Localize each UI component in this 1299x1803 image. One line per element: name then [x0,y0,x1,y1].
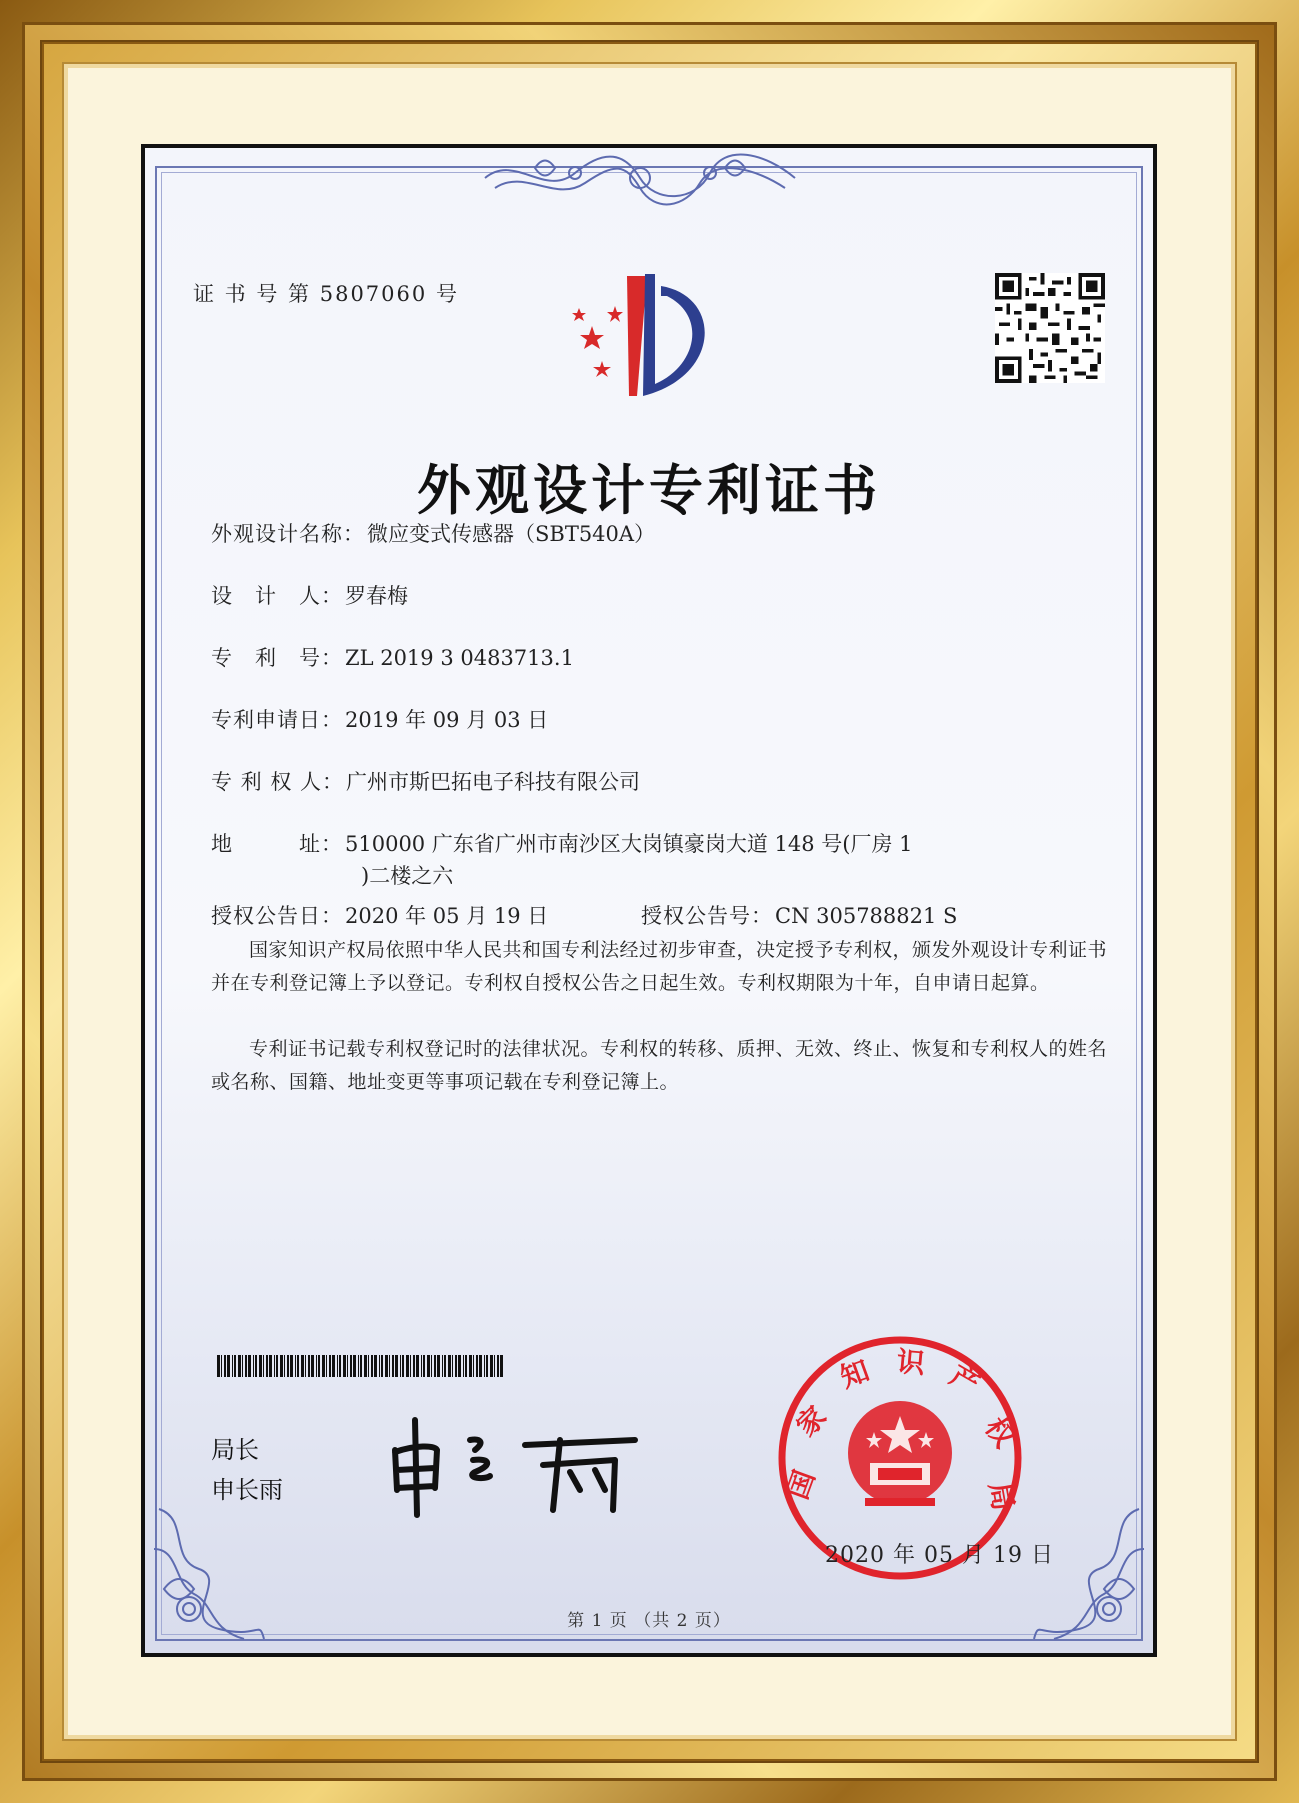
address-value-line1: 510000 广东省广州市南沙区大岗镇豪岗大道 148 号(厂房 1 [345,832,913,856]
certificate-number [193,278,459,308]
grant-date-value: 2020 年 05 月 19 日 [345,904,549,928]
grant-date-label: 授权公告日： [211,904,343,928]
field-grant-date [211,900,548,930]
certificate-paragraph-1: 国家知识产权局依照中华人民共和国专利法经过初步审查，决定授予专利权，颁发外观设计专利证书并在专利登记簿上予以登记。专利权自授权公告之日起生效。专利权期限为十年，自申请日起算。 [211,939,1108,994]
grant-number-label: 授权公告号： [641,904,773,928]
address-value-line2: )二楼之六 [361,864,454,888]
director-title: 局长 [211,1436,259,1464]
certificate-number-suffix: 号 [435,282,459,306]
handwritten-signature [375,1410,665,1520]
design-name-label: 外观设计名称： [211,522,365,546]
page-number: 第 1 页 （共 2 页） [567,1611,731,1631]
certificate-number-value: 5807060 [319,282,428,306]
patentee-label: 专 利 权 人： [211,770,345,794]
filing-date-value: 2019 年 09 月 03 日 [345,708,549,732]
cnipa-logo-icon [557,256,737,406]
certificate-title: 外观设计专利证书 [417,458,881,522]
svg-text:产: 产 [944,1358,986,1402]
field-designer [211,580,408,610]
address-label: 地 址： [211,832,343,856]
director-name: 申长雨 [211,1476,283,1504]
svg-text:权: 权 [978,1411,1022,1454]
svg-text:局: 局 [982,1479,1021,1514]
patentee-value: 广州市斯巴拓电子科技有限公司 [346,770,641,794]
svg-text:家: 家 [789,1399,833,1443]
barcode-icon [217,1355,507,1377]
qr-code-icon [995,273,1105,383]
designer-label: 设 计 人： [211,584,343,608]
field-address [211,828,913,858]
patent-certificate [141,144,1157,1657]
field-patentee [211,766,640,796]
field-design-name [211,518,655,548]
certificate-paragraph-2: 专利证书记载专利权登记时的法律状况。专利权的转移、质押、无效、终止、恢复和专利权人的姓名或名称、国籍、地址变更等事项记载在专利登记簿上。 [211,1038,1108,1093]
patent-number-label: 专 利 号： [211,646,343,670]
field-grant-number [641,900,957,930]
seal-date: 2020 年 05 月 19 日 [825,1543,1054,1568]
certificate-number-prefix: 证 书 号 第 [193,282,312,306]
svg-text:识: 识 [895,1344,927,1381]
field-patent-number [211,642,574,672]
field-filing-date [211,704,548,734]
patent-number-value: ZL 2019 3 0483713.1 [345,646,574,670]
design-name-value: 微应变式传感器（SBT540A） [367,522,656,546]
top-ornament-icon [475,148,805,208]
svg-text:知: 知 [835,1353,874,1395]
svg-text:国: 国 [780,1465,822,1504]
grant-number-value: CN 305788821 S [775,904,958,928]
filing-date-label: 专利申请日： [211,708,343,732]
designer-value: 罗春梅 [345,584,408,608]
